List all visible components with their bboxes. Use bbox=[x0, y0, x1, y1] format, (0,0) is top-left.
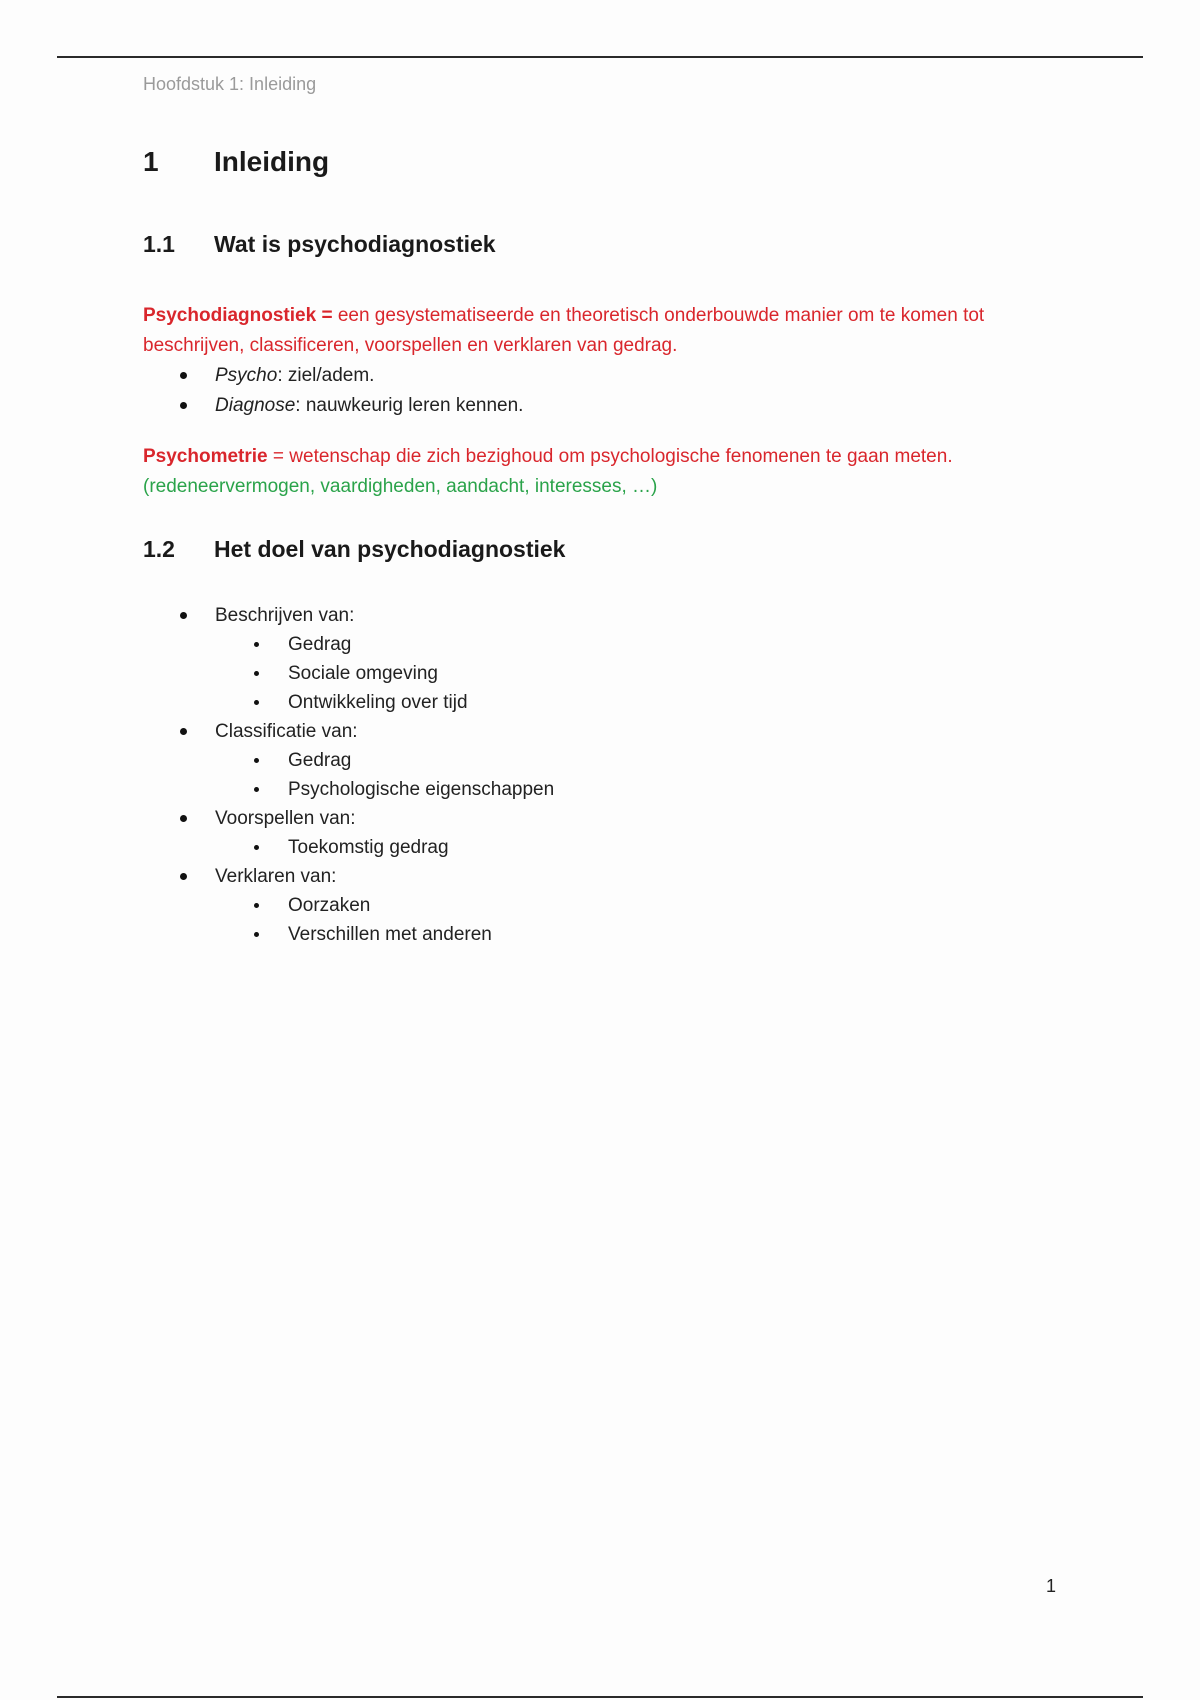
list-item bbox=[143, 601, 1043, 630]
etymology-term: Diagnose bbox=[215, 395, 296, 416]
chapter-number: 1 bbox=[143, 146, 159, 177]
goal-label: Voorspellen van: bbox=[215, 808, 356, 829]
psychometrie-examples: (redeneervermogen, vaardigheden, aandacht, interesses, …) bbox=[143, 476, 658, 497]
etymology-text: : nauwkeurig leren kennen. bbox=[295, 395, 524, 416]
goal-item: Gedrag bbox=[288, 750, 352, 771]
bullet-icon bbox=[254, 671, 259, 676]
footer-rule bbox=[57, 1696, 1143, 1698]
section-heading-1-1 bbox=[143, 231, 496, 258]
section-number: 1.2 bbox=[143, 536, 175, 562]
goal-item: Verschillen met anderen bbox=[288, 924, 492, 945]
goals-list bbox=[143, 601, 1043, 949]
page-number: 1 bbox=[1046, 1576, 1057, 1596]
list-item bbox=[143, 391, 1043, 421]
list-item bbox=[143, 804, 1043, 833]
list-item bbox=[143, 833, 1043, 862]
chapter-title: Inleiding bbox=[214, 146, 330, 177]
list-item bbox=[143, 920, 1043, 949]
goal-label: Beschrijven van: bbox=[215, 605, 355, 626]
goal-label: Classificatie van: bbox=[215, 721, 358, 742]
list-item bbox=[143, 862, 1043, 891]
goal-item: Toekomstig gedrag bbox=[288, 837, 449, 858]
goal-label: Verklaren van: bbox=[215, 866, 337, 887]
goal-item: Gedrag bbox=[288, 634, 352, 655]
bullet-icon bbox=[254, 642, 259, 647]
definition-text: = wetenschap die zich bezighoud om psychologische fenomenen te gaan meten. bbox=[267, 446, 953, 467]
definition-psychodiagnostiek bbox=[143, 301, 1073, 361]
list-item bbox=[143, 891, 1043, 920]
psychometrie-line bbox=[143, 442, 1073, 472]
list-item bbox=[143, 688, 1043, 717]
list-item bbox=[143, 630, 1043, 659]
section-title: Het doel van psychodiagnostiek bbox=[214, 536, 566, 562]
header-rule bbox=[57, 56, 1143, 58]
bullet-icon bbox=[180, 873, 187, 880]
bullet-icon bbox=[180, 815, 187, 822]
bullet-icon bbox=[180, 728, 187, 735]
list-item bbox=[143, 717, 1043, 746]
definition-text: een gesystematiseerde en theoretisch onderbouwde manier om te komen tot beschrijven, classificeren, voorspellen en verklaren van gedrag. bbox=[143, 305, 985, 356]
list-item bbox=[143, 746, 1043, 775]
goal-item: Psychologische eigenschappen bbox=[288, 779, 555, 800]
bullet-icon bbox=[254, 932, 259, 937]
list-item bbox=[143, 361, 1043, 391]
bullet-icon bbox=[254, 700, 259, 705]
etymology-text: : ziel/adem. bbox=[277, 365, 375, 386]
bullet-icon bbox=[254, 845, 259, 850]
section-number: 1.1 bbox=[143, 231, 175, 257]
definition-psychometrie bbox=[143, 442, 1073, 502]
chapter-heading bbox=[143, 146, 329, 178]
section-heading-1-2 bbox=[143, 536, 565, 563]
goal-item: Ontwikkeling over tijd bbox=[288, 692, 468, 713]
bullet-icon bbox=[254, 787, 259, 792]
bullet-icon bbox=[254, 903, 259, 908]
section-title: Wat is psychodiagnostiek bbox=[214, 231, 496, 257]
goal-item: Sociale omgeving bbox=[288, 663, 438, 684]
bullet-icon bbox=[180, 612, 187, 619]
bullet-icon bbox=[180, 372, 187, 379]
definition-term: Psychodiagnostiek = bbox=[143, 305, 333, 326]
etymology-list bbox=[143, 361, 1043, 421]
list-item bbox=[143, 659, 1043, 688]
goal-item: Oorzaken bbox=[288, 895, 371, 916]
bullet-icon bbox=[254, 758, 259, 763]
running-header: Hoofdstuk 1: Inleiding bbox=[143, 74, 317, 94]
definition-term: Psychometrie bbox=[143, 446, 268, 467]
etymology-term: Psycho bbox=[215, 365, 278, 386]
list-item bbox=[143, 775, 1043, 804]
bullet-icon bbox=[180, 402, 187, 409]
